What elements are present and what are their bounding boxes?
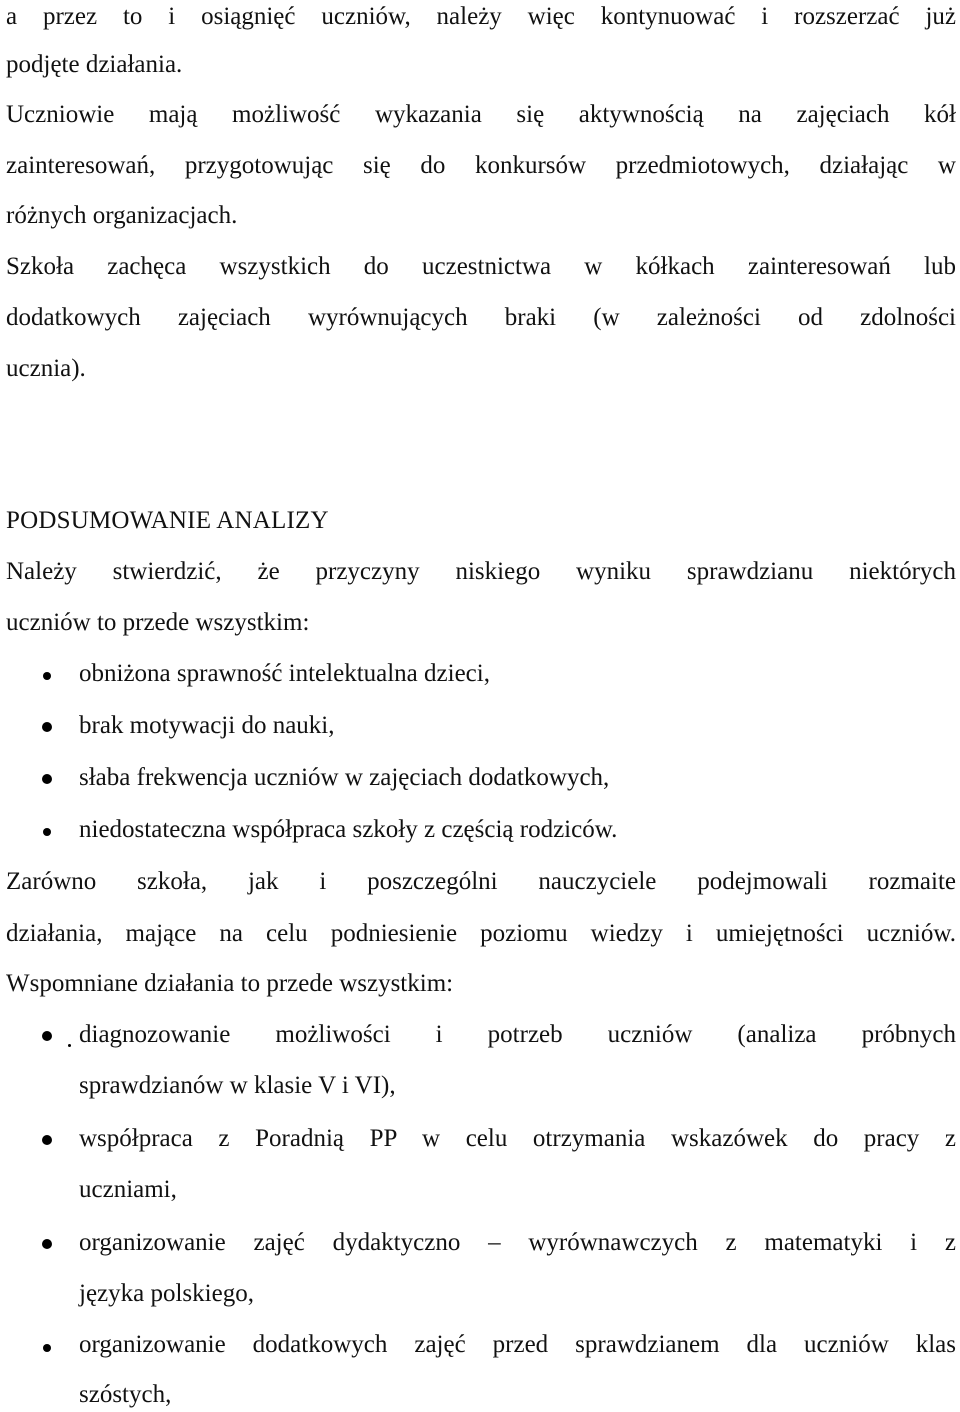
bullet-icon: [42, 1031, 52, 1041]
action-list-item: współpraca z Poradnią PP w celu otrzymania wskazówek do pracy z: [79, 1125, 956, 1152]
actions-intro-line: Wspomniane działania to przede wszystkim:: [6, 970, 454, 997]
cause-list-item: brak motywacji do nauki,: [79, 712, 335, 739]
paragraph-line: ucznia).: [6, 355, 86, 382]
action-list-item: diagnozowanie możliwości i potrzeb uczniów (analiza próbnych: [79, 1021, 956, 1048]
bullet-icon: [42, 1135, 52, 1145]
action-list-item: organizowanie zajęć dydaktyczno – wyrównawczych z matematyki i z: [79, 1229, 956, 1256]
cause-list-item: obniżona sprawność intelektualna dzieci,: [79, 660, 490, 687]
bullet-icon: [42, 1239, 52, 1249]
cause-list-item: niedostateczna współpraca szkoły z częścią rodziców.: [79, 816, 618, 843]
bullet-icon: [43, 672, 51, 680]
paragraph-line: Uczniowie mają możliwość wykazania się aktywnością na zajęciach kół: [6, 101, 956, 128]
action-list-item-continued: języka polskiego,: [79, 1280, 254, 1307]
section-heading: PODSUMOWANIE ANALIZY: [6, 507, 329, 534]
paragraph-line: różnych organizacjach.: [6, 202, 238, 229]
actions-intro-line: Zarówno szkoła, jak i poszczególni nauczyciele podejmowali rozmaite: [6, 868, 956, 895]
bullet-icon: [42, 774, 52, 784]
bullet-icon: [42, 722, 52, 732]
summary-intro-line: uczniów to przede wszystkim:: [6, 609, 310, 636]
action-list-item-continued: szóstych,: [79, 1381, 172, 1408]
bullet-icon: [43, 828, 51, 836]
dot-mark-icon: [68, 1044, 71, 1047]
bullet-icon: [43, 1344, 51, 1352]
actions-intro-line: działania, mające na celu podniesienie poziomu wiedzy i umiejętności uczniów.: [6, 920, 956, 947]
summary-intro-line: Należy stwierdzić, że przyczyny niskiego wyniku sprawdzianu niektórych: [6, 558, 956, 585]
paragraph-line: zainteresowań, przygotowując się do konkursów przedmiotowych, działając w: [6, 152, 956, 179]
cause-list-item: słaba frekwencja uczniów w zajęciach dodatkowych,: [79, 764, 610, 791]
paragraph-line: a przez to i osiągnięć uczniów, należy więc kontynuować i rozszerzać już: [6, 3, 956, 30]
paragraph-line: dodatkowych zajęciach wyrównujących braki (w zależności od zdolności: [6, 304, 956, 331]
paragraph-line: Szkoła zachęca wszystkich do uczestnictwa w kółkach zainteresowań lub: [6, 253, 956, 280]
paragraph-line: podjęte działania.: [6, 51, 183, 78]
action-list-item: organizowanie dodatkowych zajęć przed sprawdzianem dla uczniów klas: [79, 1331, 956, 1358]
action-list-item-continued: sprawdzianów w klasie V i VI),: [79, 1072, 396, 1099]
action-list-item-continued: uczniami,: [79, 1176, 177, 1203]
